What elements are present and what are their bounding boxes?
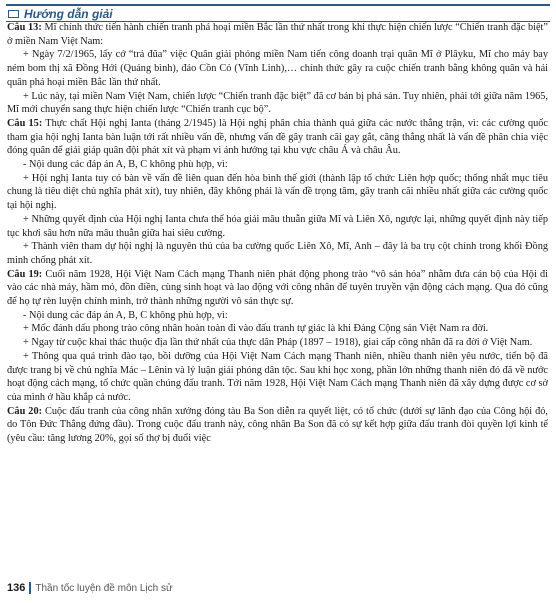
paragraph [7,350,548,405]
paragraph [7,213,548,240]
paragraph [7,117,548,158]
paragraph-text: - Nội dung các đáp án A, B, C không phù hợp, vì: [23,309,228,321]
paragraph-text: Thực chất Hội nghị Ianta (tháng 2/1945) là Hội nghị phân chia thành quả giữa các nước thắng trận, vì: các cường quốc tham gia hội nghị Ianta bàn luận tới rất nhiều vấn đề, nhưng vấn đề gây tranh cãi gay gắt, căng thẳng nhất là vấn đề phân chia việc đóng quân để giải giáp quân đội phát xít và phạm vi ảnh hưởng tại khu vực châu Á và châu Âu. [7,117,548,157]
paragraph [7,336,548,350]
paragraph-text: Cuối năm 1928, Hội Việt Nam Cách mạng Thanh niên phát động phong trào “vô sản hóa” nhằm đưa cán bộ của Hội đi vào các nhà máy, hầm mỏ, đồn điền, cùng sinh hoạt và lao động với công nhân để tuyên truyền vận động cách mạng. Qua đó cũng để họ tự rèn luyện chính mình, trở thành những người vô sản thực sự. [7,268,548,308]
paragraph-text: Cuộc đấu tranh của công nhân xưởng đóng tàu Ba Son diễn ra quyết liệt, có tổ chức (dưới sự lãnh đạo của Công hội đỏ, do Tôn Đức Thắng đứng đầu). Trong cuộc đấu tranh này, công nhân Ba Son đã có sự kết hợp giữa đấu tranh đòi quyền lợi kinh tế (yêu cầu: tăng lương 20%, gọi số thợ bị đuổi việc [7,405,548,445]
section-title: Hướng dẫn giải [24,6,113,21]
paragraph-text: + Mốc đánh dấu phong trào công nhân hoàn toàn đi vào đấu tranh tự giác là khi Đảng Cộng sản Việt Nam ra đời. [23,323,489,335]
paragraph-text: + Thông qua quá trình đào tạo, bồi dưỡng của Hội Việt Nam Cách mạng Thanh niên, nhiều thanh niên yêu nước, tiến bộ đã được trang bị về chủ nghĩa Mác – Lênin và lý luận giải phóng dân tộc. Sau khi học xong, phần lớn những thanh niên đó đã về nước hoạt động cách mạng, tổ chức quần chúng đấu tranh. Tới năm 1928, Hội Việt Nam Cách mạng Thanh niên đã xây dựng được cơ sở của mình ở hầu khắp cả nước. [7,350,548,403]
question-label: Câu 20: [7,405,43,417]
paragraph-text: Mĩ chính thức tiến hành chiến tranh phá hoại miền Bắc lần thứ nhất trong khi thực hiện chiến lược “Chiến tranh đặc biệt” ở miền Nam Việt Nam: [7,22,548,47]
page-number: 136 [7,582,26,594]
paragraph [7,21,548,48]
footer-divider [29,582,31,594]
paragraph [7,309,548,323]
paragraph [7,405,548,446]
paragraph-text: + Lúc này, tại miền Nam Việt Nam, chiến lược “Chiến tranh đặc biệt” đã cơ bản bị phá sản. Tuy nhiên, phải tới giữa năm 1965, Mĩ mới chuyển sang thực hiện chiến lược “Chiến tranh cục bộ”. [7,90,548,116]
answer-content [7,21,548,446]
paragraph [7,268,548,309]
paragraph-text: + Những quyết định của Hội nghị Ianta chưa thể hóa giải mâu thuẫn giữa Mĩ và Liên Xô, ngược lại, những quyết định này tiếp tục khơi sâu hơn nữa mâu thuẫn giữa hai siêu cường. [7,213,548,239]
paragraph-text: + Ngày 7/2/1965, lấy cớ “trả đũa” việc Quân giải phóng miền Nam tiến công doanh trại quân Mĩ ở Plâyku, Mĩ cho máy bay ném bom thị xã Đồng Hới (Quảng bình), đảo Cồn Cỏ (Vĩnh Linh),… chính thức gây ra cuộc chiến tranh bằng không quân và hải quân phá hoại miền Bắc lần thứ nhất. [7,49,548,88]
page-footer [7,581,173,595]
section-header [6,4,550,22]
paragraph-text: + Ngay từ cuộc khai thác thuộc địa lần thứ nhất của thực dân Pháp (1897 – 1918), giai cấp công nhân đã ra đời ở Việt Nam. [23,337,533,349]
question-label: Câu 15: [7,117,43,129]
book-title: Thần tốc luyện đề môn Lịch sử [35,582,173,594]
checkbox-icon [8,10,19,18]
paragraph [7,240,548,267]
paragraph [7,48,548,89]
paragraph [7,172,548,213]
question-label: Câu 13: [7,22,42,33]
question-label: Câu 19: [7,268,43,280]
paragraph [7,158,548,172]
paragraph [7,322,548,336]
paragraph [7,90,548,117]
paragraph-text: + Thành viên tham dự hội nghị là nguyên thủ của ba cường quốc Liên Xô, Mĩ, Anh – đây là ba trụ cột chính trong khối Đồng minh chống phát xít. [7,241,548,266]
paragraph-text: - Nội dung các đáp án A, B, C không phù hợp, vì: [23,159,228,171]
paragraph-text: + Hội nghị Ianta tuy có bàn về vấn đề liên quan đến hòa bình thế giới (thành lập tổ chức Liên hợp quốc; thống nhất mục tiêu chung là tiêu diệt chủ nghĩa phát xít), tuy nhiên, đây không phải là vấn đề trọng tâm, gây tranh cãi nhiều nhất giữa các cường quốc tại hội nghị. [7,172,548,212]
